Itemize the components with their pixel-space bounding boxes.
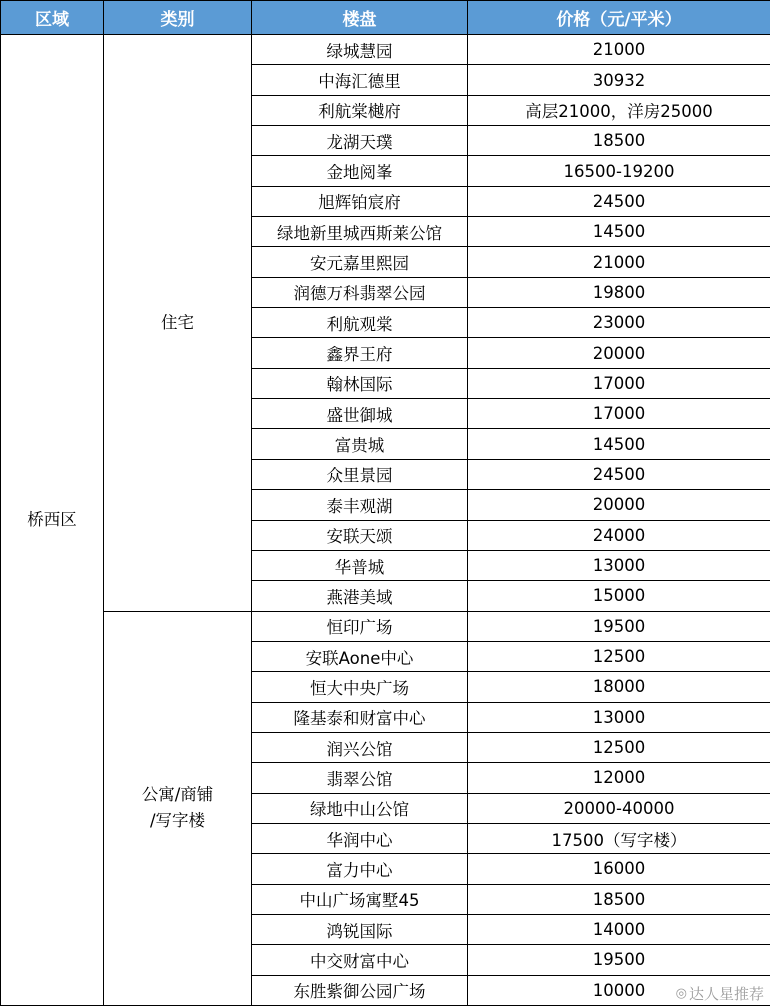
property-name-cell: 华润中心 xyxy=(252,823,468,853)
price-cell: 19800 xyxy=(468,277,770,307)
table-body xyxy=(1,35,770,1006)
property-name-cell: 燕港美域 xyxy=(252,581,468,611)
category-cell xyxy=(104,611,252,1005)
property-name-cell: 绿地中山公馆 xyxy=(252,793,468,823)
property-name-cell: 润兴公馆 xyxy=(252,732,468,762)
price-cell: 16000 xyxy=(468,854,770,884)
property-name-cell: 鑫界王府 xyxy=(252,338,468,368)
price-cell: 17000 xyxy=(468,368,770,398)
property-name-cell: 恒大中央广场 xyxy=(252,672,468,702)
property-name-cell: 中交财富中心 xyxy=(252,945,468,975)
property-name-cell: 鸿锐国际 xyxy=(252,914,468,944)
category-line-1: 公寓/商铺 xyxy=(141,784,214,804)
price-cell: 20000 xyxy=(468,490,770,520)
price-cell: 20000 xyxy=(468,338,770,368)
price-cell: 高层21000，洋房25000 xyxy=(468,95,770,125)
property-name-cell: 东胜紫御公园广场 xyxy=(252,975,468,1005)
price-cell: 14000 xyxy=(468,914,770,944)
property-name-cell: 旭辉铂宸府 xyxy=(252,186,468,216)
price-cell: 18000 xyxy=(468,672,770,702)
price-cell: 24000 xyxy=(468,520,770,550)
price-cell: 18500 xyxy=(468,884,770,914)
price-cell: 20000-40000 xyxy=(468,793,770,823)
property-name-cell: 龙湖天璞 xyxy=(252,126,468,156)
header-price: 价格（元/平米） xyxy=(468,1,770,35)
property-name-cell: 绿城慧园 xyxy=(252,35,468,65)
price-cell: 13000 xyxy=(468,550,770,580)
price-cell: 13000 xyxy=(468,702,770,732)
price-cell: 17000 xyxy=(468,399,770,429)
price-cell: 19500 xyxy=(468,945,770,975)
price-cell: 12000 xyxy=(468,763,770,793)
property-name-cell: 泰丰观湖 xyxy=(252,490,468,520)
price-cell: 30932 xyxy=(468,65,770,95)
property-name-cell: 润德万科翡翠公园 xyxy=(252,277,468,307)
property-name-cell: 安联天颂 xyxy=(252,520,468,550)
header-district: 区域 xyxy=(1,1,104,35)
property-name-cell: 金地阅峯 xyxy=(252,156,468,186)
property-name-cell: 富贵城 xyxy=(252,429,468,459)
property-name-cell: 盛世御城 xyxy=(252,399,468,429)
property-name-cell: 利航棠樾府 xyxy=(252,95,468,125)
property-name-cell: 隆基泰和财富中心 xyxy=(252,702,468,732)
property-name-cell: 翰林国际 xyxy=(252,368,468,398)
header-property: 楼盘 xyxy=(252,1,468,35)
category-line-2: /写字楼 xyxy=(149,811,206,831)
property-name-cell: 翡翠公馆 xyxy=(252,763,468,793)
price-cell: 24500 xyxy=(468,186,770,216)
header-row xyxy=(1,1,770,35)
property-name-cell: 中海汇德里 xyxy=(252,65,468,95)
price-cell: 24500 xyxy=(468,459,770,489)
property-name-cell: 富力中心 xyxy=(252,854,468,884)
property-name-cell: 中山广场寓墅45 xyxy=(252,884,468,914)
property-name-cell: 利航观棠 xyxy=(252,308,468,338)
price-cell: 19500 xyxy=(468,611,770,641)
price-cell: 21000 xyxy=(468,35,770,65)
price-cell: 18500 xyxy=(468,126,770,156)
price-cell: 23000 xyxy=(468,308,770,338)
table-row xyxy=(1,35,770,65)
price-cell: 12500 xyxy=(468,641,770,671)
weibo-icon: ◎ xyxy=(675,986,687,1001)
property-name-cell: 华普城 xyxy=(252,550,468,580)
watermark-text: 达人星推荐 xyxy=(688,985,764,1003)
price-cell: 17500（写字楼） xyxy=(468,823,770,853)
header-category: 类别 xyxy=(104,1,252,35)
price-cell: 10000 xyxy=(468,975,770,1005)
price-cell: 21000 xyxy=(468,247,770,277)
category-cell: 住宅 xyxy=(104,35,252,612)
price-cell: 14500 xyxy=(468,217,770,247)
price-cell: 12500 xyxy=(468,732,770,762)
price-cell: 14500 xyxy=(468,429,770,459)
property-name-cell: 众里景园 xyxy=(252,459,468,489)
price-cell: 15000 xyxy=(468,581,770,611)
property-name-cell: 安联Aone中心 xyxy=(252,641,468,671)
property-name-cell: 安元嘉里熙园 xyxy=(252,247,468,277)
price-cell: 16500-19200 xyxy=(468,156,770,186)
category-label xyxy=(142,782,214,835)
property-name-cell: 恒印广场 xyxy=(252,611,468,641)
table-row xyxy=(1,611,770,641)
district-cell: 桥西区 xyxy=(1,35,104,1006)
property-name-cell: 绿地新里城西斯莱公馆 xyxy=(252,217,468,247)
table-header xyxy=(1,1,770,35)
